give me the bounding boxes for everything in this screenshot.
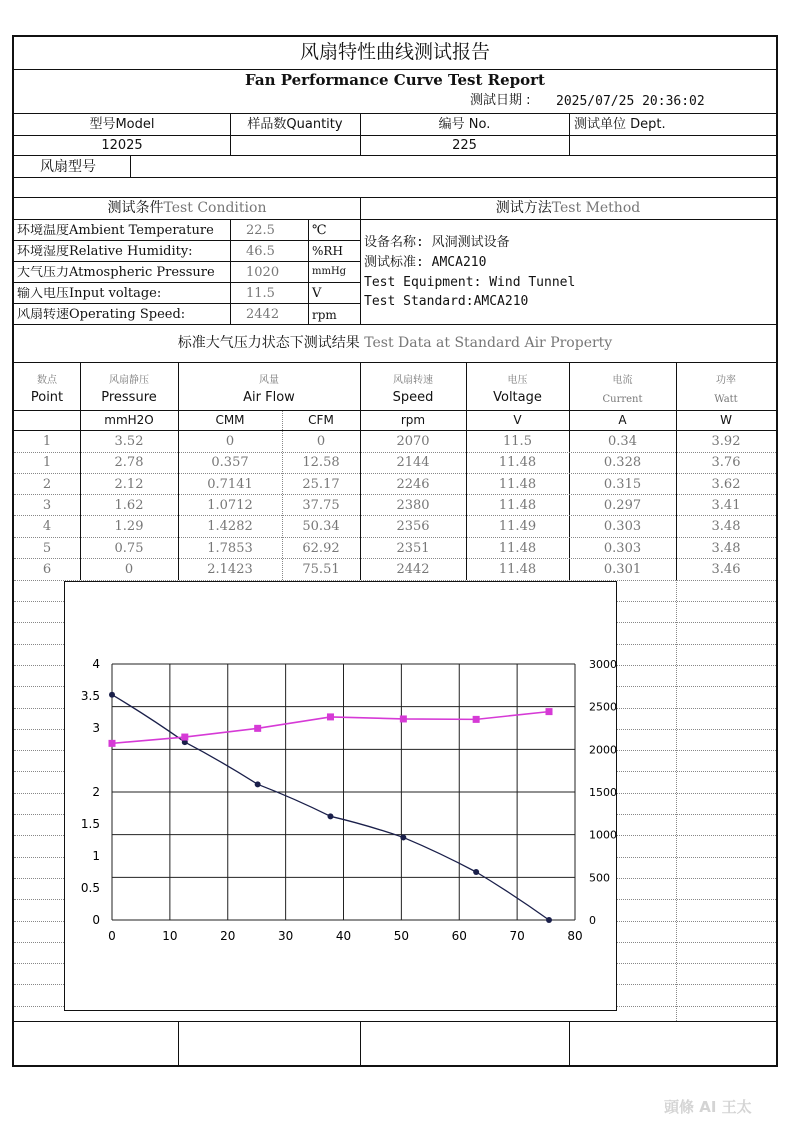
table-cell: 0	[124, 561, 134, 577]
chart-y-right-tick: 1000	[589, 828, 616, 842]
row-divider	[14, 515, 776, 516]
chart-x-tick: 70	[509, 929, 525, 943]
table-cell: 3.46	[711, 561, 741, 577]
report-title-cn: 风扇特性曲线测试报告	[299, 41, 490, 63]
grid-line	[14, 921, 64, 922]
cond-label-humidity: 环境湿度Relative Humidity:	[17, 245, 193, 258]
table-cell: 2356	[396, 519, 430, 535]
table-cell: 0	[225, 434, 235, 449]
performance-chart	[64, 581, 617, 1011]
grid-line	[14, 1006, 64, 1007]
table-cell: 1.4282	[207, 519, 253, 535]
table-cell: 2.1423	[207, 561, 253, 577]
table-cell: 0.357	[211, 455, 249, 471]
dept-header: 测试单位 Dept.	[574, 117, 666, 132]
test-date: 2025/07/25 20:36:02	[556, 94, 705, 109]
grid-line	[14, 814, 64, 815]
data-point-pressure	[109, 692, 115, 698]
grid-line	[14, 835, 64, 836]
table-cell: 0.7141	[207, 476, 253, 492]
table-cell: 0.297	[603, 497, 642, 513]
chart-x-tick: 80	[567, 929, 583, 943]
table-cell: 37.75	[302, 497, 340, 513]
table-cell: 3.76	[711, 455, 741, 471]
grid-line	[615, 984, 776, 985]
grid-line	[14, 665, 64, 666]
grid-line	[14, 708, 64, 709]
cond-value-humidity: 46.5	[246, 244, 275, 259]
grid-line	[14, 601, 64, 602]
row-divider	[14, 558, 776, 559]
table-cell: 0.301	[603, 561, 642, 577]
data-point-speed	[109, 740, 116, 747]
chart-x-tick: 30	[277, 929, 294, 943]
grid-line	[14, 878, 64, 879]
table-cell: 3.62	[711, 476, 741, 492]
cond-unit-humidity: %RH	[312, 244, 343, 258]
grid-line	[615, 750, 776, 751]
table-cell: 5	[42, 540, 52, 556]
cond-value-voltage: 11.5	[246, 286, 275, 301]
row-divider	[14, 473, 776, 474]
chart-y-right-tick: 3000	[589, 658, 616, 671]
chart-y-right-tick: 0	[589, 914, 596, 927]
cond-label-temperature: 环境温度Ambient Temperature	[17, 224, 214, 237]
table-cell: 2.12	[114, 476, 144, 492]
chart-y-right-tick: 2000	[589, 743, 616, 757]
col-header-current: Current	[602, 394, 643, 405]
grid-line	[615, 963, 776, 964]
chart-y-left-tick: 3	[92, 721, 100, 735]
data-point-speed	[181, 734, 188, 741]
table-cell: 11.48	[498, 455, 537, 471]
unit-cell: A	[618, 413, 627, 427]
table-cell: 2442	[396, 561, 430, 577]
method-line-4: Test Standard:AMCA210	[364, 294, 529, 309]
unit-cell: CFM	[308, 413, 334, 427]
grid-line	[615, 793, 776, 794]
chart-y-left-tick: 0.5	[80, 881, 100, 895]
grid-line	[14, 793, 64, 794]
table-cell: 0	[316, 434, 326, 449]
table-cell: 1	[42, 455, 52, 471]
table-cell: 25.17	[302, 476, 340, 492]
data-point-speed	[254, 725, 261, 732]
grid-line	[615, 835, 776, 836]
data-point-pressure	[473, 869, 479, 875]
cond-unit-temperature: ℃	[312, 223, 327, 238]
table-cell: 11.5	[503, 434, 532, 449]
cond-label-voltage: 输入电压Input voltage:	[17, 287, 162, 300]
table-cell: 4	[42, 519, 52, 535]
table-cell: 11.48	[498, 497, 537, 513]
chart-y-left-tick: 1	[92, 849, 100, 863]
table-cell: 2351	[396, 540, 430, 556]
row-divider	[14, 452, 776, 453]
grid-line	[615, 814, 776, 815]
table-cell: 3.52	[114, 434, 144, 449]
chart-x-tick: 0	[108, 929, 116, 943]
col-header-watt: Watt	[714, 394, 738, 405]
grid-line	[615, 1006, 776, 1007]
table-cell: 0.303	[603, 540, 642, 556]
table-cell: 2.78	[114, 455, 144, 471]
series-line-pressure	[112, 695, 549, 920]
row-divider	[14, 537, 776, 538]
col-header-pressure: Pressure	[101, 390, 157, 405]
cond-value-temperature: 22.5	[246, 223, 275, 238]
chart-y-right-tick: 500	[589, 871, 610, 885]
grid-line	[615, 622, 776, 623]
grid-line	[615, 644, 776, 645]
chart-y-left-tick: 3.5	[80, 689, 100, 703]
unit-cell: mmH2O	[104, 413, 154, 427]
col-header-cn-point: 数点	[37, 375, 57, 386]
grid-line	[14, 686, 64, 687]
chart-x-tick: 40	[335, 929, 352, 943]
table-cell: 0.303	[603, 519, 642, 535]
data-point-speed	[546, 708, 553, 715]
grid-line	[14, 984, 64, 985]
col-header-voltage: Voltage	[493, 390, 542, 405]
chart-x-tick: 10	[162, 929, 178, 943]
table-cell: 11.49	[498, 519, 537, 535]
col-header-speed: Speed	[392, 390, 434, 405]
table-cell: 0.328	[603, 455, 642, 471]
data-point-pressure	[546, 917, 552, 923]
table-cell: 1.0712	[207, 497, 253, 513]
model-header: 型号Model	[89, 117, 155, 132]
unit-cell: W	[720, 413, 732, 427]
data-point-speed	[327, 713, 334, 720]
grid-line	[14, 729, 64, 730]
table-cell: 6	[42, 561, 52, 577]
grid-line	[615, 708, 776, 709]
col-header-cn-voltage: 电压	[507, 375, 528, 386]
cond-unit-pressure: mmHg	[312, 266, 347, 277]
chart-y-left-tick: 2	[92, 785, 100, 799]
grid-line	[615, 729, 776, 730]
cond-value-speed: 2442	[246, 307, 280, 322]
grid-line	[615, 899, 776, 900]
chart-y-right-tick: 1500	[589, 786, 616, 799]
grid-line	[14, 622, 64, 623]
table-cell: 3	[42, 497, 52, 513]
grid-line	[14, 942, 64, 943]
table-cell: 2380	[396, 497, 430, 513]
method-line-1: 设备名称: 风洞测试设备	[364, 235, 510, 250]
grid-line	[14, 644, 64, 645]
unit-cell: V	[513, 413, 522, 427]
fan-model-label: 风扇型号	[40, 159, 96, 175]
data-point-pressure	[400, 834, 406, 840]
method-header: 测试方法Test Method	[495, 200, 641, 216]
grid-line	[615, 921, 776, 922]
table-cell: 1.29	[114, 519, 144, 535]
number-value: 225	[452, 138, 477, 153]
chart-y-left-tick: 0	[92, 913, 100, 927]
col-header-cn-current: 电流	[612, 375, 633, 386]
table-cell: 0.34	[608, 434, 637, 449]
row-divider	[14, 494, 776, 495]
table-cell: 3.92	[711, 434, 741, 449]
watermark: 頭條 AI 王太	[664, 1098, 752, 1116]
table-cell: 0.75	[114, 540, 144, 556]
cond-label-speed: 风扇转速Operating Speed:	[17, 308, 186, 321]
table-cell: 0.315	[603, 476, 642, 492]
table-cell: 1	[42, 434, 52, 449]
conditions-header: 测试条件Test Condition	[107, 200, 267, 216]
data-point-pressure	[327, 813, 333, 819]
unit-cell: CMM	[215, 413, 245, 427]
cond-value-pressure: 1020	[246, 265, 280, 280]
quantity-header: 样品数Quantity	[247, 117, 343, 132]
table-cell: 3.41	[711, 497, 741, 513]
col-header-cn-pressure: 风扇静压	[109, 375, 149, 386]
grid-line	[615, 686, 776, 687]
table-cell: 2144	[396, 455, 430, 471]
col-header-cn-airflow: 风量	[259, 375, 279, 386]
chart-y-right-tick: 2500	[589, 700, 616, 714]
grid-line	[14, 963, 64, 964]
table-cell: 11.48	[498, 476, 537, 492]
grid-line	[615, 601, 776, 602]
table-cell: 12.58	[302, 455, 340, 471]
table-cell: 2	[42, 476, 52, 492]
table-cell: 2246	[396, 476, 430, 492]
col-header-airflow: Air Flow	[243, 390, 295, 405]
grid-line	[14, 750, 64, 751]
table-cell: 2070	[396, 434, 430, 449]
grid-line	[14, 857, 64, 858]
grid-line	[14, 899, 64, 900]
number-header: 编号 No.	[438, 117, 491, 132]
table-cell: 1.7853	[207, 540, 253, 556]
table-cell: 3.48	[711, 540, 741, 556]
data-point-pressure	[255, 781, 261, 787]
chart-y-left-tick: 4	[92, 657, 100, 671]
grid-line	[615, 771, 776, 772]
unit-cell: rpm	[400, 413, 426, 427]
table-cell: 11.48	[498, 561, 537, 577]
grid-line	[615, 942, 776, 943]
chart-svg	[65, 582, 616, 1010]
cond-label-pressure: 大气压力Atmospheric Pressure	[17, 266, 215, 279]
table-cell: 11.48	[498, 540, 537, 556]
report-title-en: Fan Performance Curve Test Report	[245, 71, 545, 89]
grid-line	[615, 878, 776, 879]
method-line-2: 测试标准: AMCA210	[364, 255, 487, 270]
col-header-point: Point	[30, 390, 64, 405]
cond-unit-speed: rpm	[312, 308, 337, 322]
grid-line	[615, 665, 776, 666]
model-value: 12025	[101, 138, 143, 153]
chart-x-tick: 50	[393, 929, 410, 943]
test-date-label: 测試日期 :	[470, 93, 531, 108]
grid-line	[676, 580, 677, 1021]
chart-x-tick: 60	[451, 929, 467, 943]
data-point-speed	[473, 716, 480, 723]
col-header-cn-watt: 功率	[716, 375, 736, 386]
table-cell: 62.92	[302, 540, 340, 556]
chart-y-left-tick: 1.5	[80, 817, 100, 831]
cond-unit-voltage: V	[312, 286, 322, 301]
chart-x-tick: 20	[220, 929, 236, 943]
table-cell: 50.34	[302, 519, 340, 535]
grid-line	[615, 857, 776, 858]
table-cell: 1.62	[114, 497, 144, 513]
table-cell: 75.51	[302, 561, 340, 577]
grid-line	[14, 771, 64, 772]
standard-results-title: 标准大气压力状态下测试结果 Test Data at Standard Air Property	[177, 335, 613, 351]
data-point-speed	[400, 715, 407, 722]
table-cell: 3.48	[711, 519, 741, 535]
col-header-cn-speed: 风扇转速	[393, 375, 433, 386]
method-line-3: Test Equipment: Wind Tunnel	[364, 275, 576, 290]
